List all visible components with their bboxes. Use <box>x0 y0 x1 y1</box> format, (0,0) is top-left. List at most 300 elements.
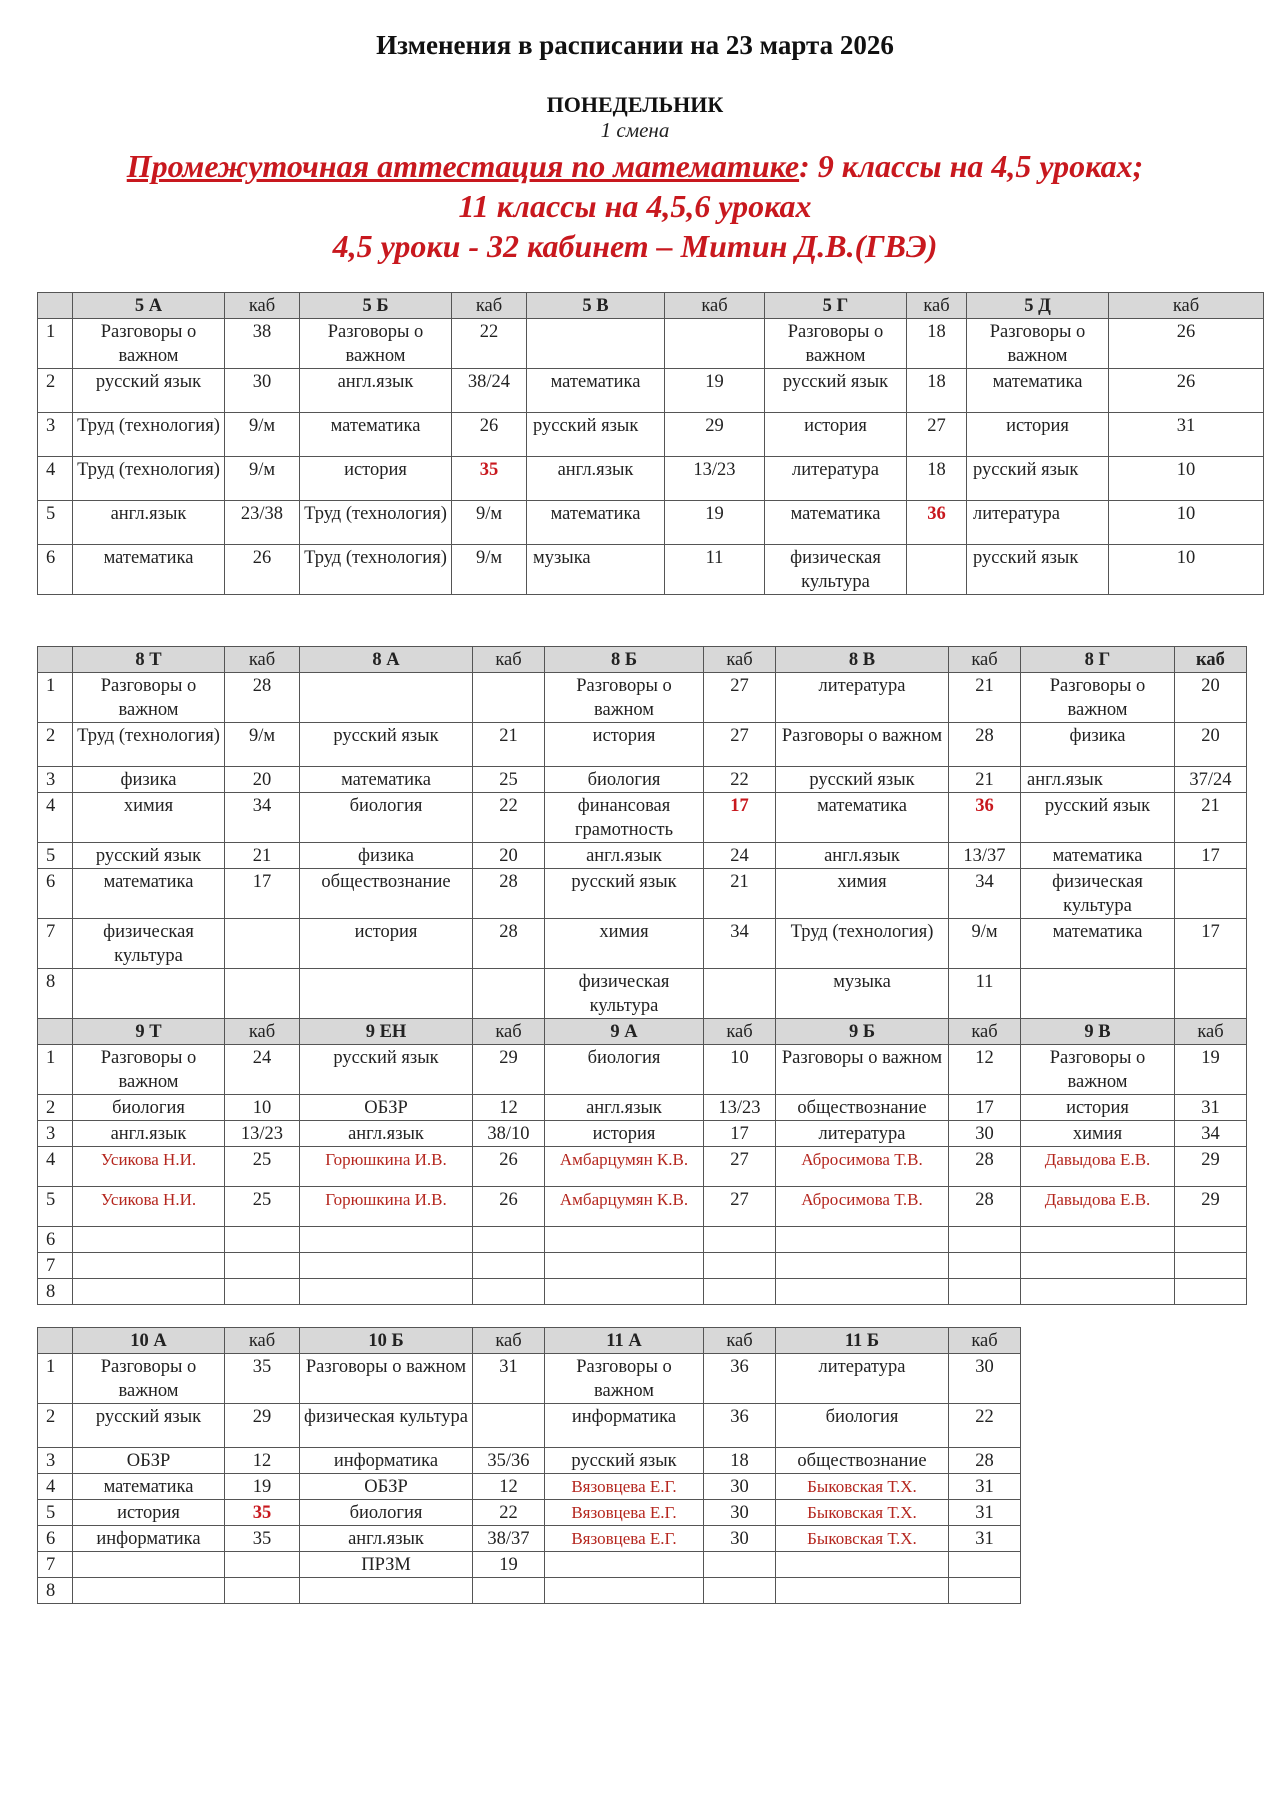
lesson-row <box>38 1279 1247 1305</box>
header-corner <box>38 1019 73 1045</box>
subject-cell: Разговоры о важном <box>545 1354 704 1404</box>
room-cell: 9/м <box>452 545 527 595</box>
subject-cell: Усикова Н.И. <box>73 1187 225 1227</box>
subject-cell <box>1021 1253 1175 1279</box>
room-cell <box>225 919 300 969</box>
notice-underlined: Промежуточная аттестация по математике <box>126 148 800 184</box>
lesson-number: 7 <box>38 1253 73 1279</box>
subject-cell: литература <box>776 1121 949 1147</box>
lesson-number: 5 <box>38 843 73 869</box>
subject-cell <box>776 1578 949 1604</box>
lesson-number: 4 <box>38 457 73 501</box>
lesson-row <box>38 919 1247 969</box>
subject-cell <box>776 1253 949 1279</box>
room-cell: 28 <box>473 919 545 969</box>
room-cell: 27 <box>704 673 776 723</box>
subject-cell: физическая культура <box>73 919 225 969</box>
subject-cell <box>1021 1279 1175 1305</box>
room-cell: 19 <box>665 369 765 413</box>
notice-rest: : 9 классы на 4,5 уроках; <box>799 148 1144 184</box>
subject-cell <box>300 673 473 723</box>
room-cell: 20 <box>473 843 545 869</box>
subject-cell: математика <box>765 501 907 545</box>
subject-cell: русский язык <box>73 1404 225 1448</box>
lesson-row <box>38 1448 1021 1474</box>
lesson-row <box>38 1253 1247 1279</box>
subject-cell: Амбарцумян К.В. <box>545 1147 704 1187</box>
subject-cell <box>545 1253 704 1279</box>
room-cell: 29 <box>473 1045 545 1095</box>
lesson-number: 3 <box>38 1448 73 1474</box>
lesson-row <box>38 1526 1021 1552</box>
room-cell: 28 <box>949 1448 1021 1474</box>
room-cell: 9/м <box>225 413 300 457</box>
room-cell: 34 <box>225 793 300 843</box>
room-column-header: каб <box>1109 293 1264 319</box>
room-cell: 34 <box>1175 1121 1247 1147</box>
room-cell <box>1175 1279 1247 1305</box>
subject-cell: литература <box>776 673 949 723</box>
room-cell: 17 <box>1175 919 1247 969</box>
subject-cell: русский язык <box>765 369 907 413</box>
room-cell: 36 <box>949 793 1021 843</box>
room-cell: 9/м <box>225 457 300 501</box>
subject-cell: обществознание <box>300 869 473 919</box>
room-cell: 12 <box>473 1095 545 1121</box>
room-cell <box>473 1404 545 1448</box>
room-column-header: каб <box>225 1019 300 1045</box>
room-cell: 24 <box>225 1045 300 1095</box>
room-cell: 36 <box>704 1404 776 1448</box>
subject-cell: Вязовцева Е.Г. <box>545 1500 704 1526</box>
subject-cell: история <box>300 919 473 969</box>
room-cell: 22 <box>704 767 776 793</box>
lesson-row <box>38 319 1264 369</box>
subject-cell: Вязовцева Е.Г. <box>545 1474 704 1500</box>
subject-cell <box>1021 969 1175 1019</box>
room-cell: 12 <box>949 1045 1021 1095</box>
subject-cell: русский язык <box>1021 793 1175 843</box>
subject-cell: русский язык <box>73 369 225 413</box>
room-cell: 28 <box>225 673 300 723</box>
room-cell: 20 <box>1175 723 1247 767</box>
subject-cell: русский язык <box>967 545 1109 595</box>
subject-cell: математика <box>73 545 225 595</box>
subject-cell: литература <box>967 501 1109 545</box>
class-column-header: 11 Б <box>776 1328 949 1354</box>
class-column-header: 8 Г <box>1021 647 1175 673</box>
subject-cell: Горюшкина И.В. <box>300 1187 473 1227</box>
subject-cell: Труд (технология) <box>73 723 225 767</box>
room-cell: 26 <box>1109 369 1264 413</box>
subject-cell: физическая культура <box>545 969 704 1019</box>
room-cell <box>704 969 776 1019</box>
room-column-header: каб <box>665 293 765 319</box>
room-cell: 9/м <box>949 919 1021 969</box>
room-cell: 19 <box>665 501 765 545</box>
room-cell <box>1175 969 1247 1019</box>
header-row <box>38 647 1247 673</box>
schedule-table-10-11 <box>37 1327 1021 1604</box>
subject-cell: физика <box>1021 723 1175 767</box>
header-row <box>38 1019 1247 1045</box>
room-cell: 11 <box>949 969 1021 1019</box>
lesson-number: 6 <box>38 1526 73 1552</box>
subject-cell <box>73 969 225 1019</box>
subject-cell: русский язык <box>545 1448 704 1474</box>
room-cell: 12 <box>473 1474 545 1500</box>
room-column-header: каб <box>225 647 300 673</box>
subject-cell <box>300 969 473 1019</box>
room-column-header: каб <box>473 1328 545 1354</box>
room-cell: 36 <box>907 501 967 545</box>
subject-cell: Разговоры о важном <box>1021 673 1175 723</box>
class-column-header: 9 А <box>545 1019 704 1045</box>
lesson-row <box>38 1187 1247 1227</box>
subject-cell: Разговоры о важном <box>967 319 1109 369</box>
subject-cell: русский язык <box>73 843 225 869</box>
room-cell: 21 <box>949 767 1021 793</box>
page-title: Изменения в расписании на 23 марта 2026 <box>376 30 894 60</box>
room-cell: 13/37 <box>949 843 1021 869</box>
subject-cell: русский язык <box>300 1045 473 1095</box>
class-column-header: 11 А <box>545 1328 704 1354</box>
lesson-row <box>38 843 1247 869</box>
subject-cell: англ.язык <box>73 1121 225 1147</box>
subject-cell: математика <box>73 869 225 919</box>
room-cell: 17 <box>704 1121 776 1147</box>
subject-cell <box>300 1578 473 1604</box>
subject-cell <box>776 1279 949 1305</box>
room-cell: 30 <box>704 1526 776 1552</box>
room-cell: 25 <box>225 1147 300 1187</box>
header-corner <box>38 293 73 319</box>
room-cell: 29 <box>225 1404 300 1448</box>
lesson-number: 8 <box>38 969 73 1019</box>
lesson-number: 1 <box>38 319 73 369</box>
room-cell: 18 <box>907 369 967 413</box>
subject-cell: финансовая грамотность <box>545 793 704 843</box>
room-cell: 9/м <box>452 501 527 545</box>
room-cell: 30 <box>225 369 300 413</box>
lesson-row <box>38 1147 1247 1187</box>
lesson-row <box>38 545 1264 595</box>
subject-cell: математика <box>1021 843 1175 869</box>
subject-cell: русский язык <box>300 723 473 767</box>
class-column-header: 5 Г <box>765 293 907 319</box>
class-column-header: 8 Т <box>73 647 225 673</box>
subject-cell: Быковская Т.Х. <box>776 1500 949 1526</box>
lesson-row <box>38 413 1264 457</box>
header-corner <box>38 647 73 673</box>
room-cell <box>665 319 765 369</box>
room-cell: 38 <box>225 319 300 369</box>
lesson-row <box>38 723 1247 767</box>
subject-cell: обществознание <box>776 1448 949 1474</box>
room-cell: 28 <box>473 869 545 919</box>
room-cell: 25 <box>225 1187 300 1227</box>
room-cell: 34 <box>949 869 1021 919</box>
room-cell <box>473 1253 545 1279</box>
lesson-number: 2 <box>38 1095 73 1121</box>
subject-cell: информатика <box>545 1404 704 1448</box>
subject-cell: биология <box>300 793 473 843</box>
lesson-row <box>38 457 1264 501</box>
subject-cell: англ.язык <box>300 1121 473 1147</box>
subject-cell: математика <box>967 369 1109 413</box>
subject-cell: музыка <box>527 545 665 595</box>
subject-cell <box>545 1552 704 1578</box>
subject-cell: англ.язык <box>300 369 452 413</box>
room-cell: 28 <box>949 723 1021 767</box>
room-cell: 10 <box>1109 457 1264 501</box>
lesson-row <box>38 673 1247 723</box>
lesson-row <box>38 501 1264 545</box>
subject-cell: физическая культура <box>300 1404 473 1448</box>
subject-cell: Разговоры о важном <box>73 1354 225 1404</box>
room-cell: 28 <box>949 1147 1021 1187</box>
class-column-header: 5 Д <box>967 293 1109 319</box>
subject-cell: математика <box>527 501 665 545</box>
room-column-header: каб <box>704 1328 776 1354</box>
room-cell: 27 <box>704 1147 776 1187</box>
subject-cell: русский язык <box>967 457 1109 501</box>
room-cell: 20 <box>1175 673 1247 723</box>
room-cell: 27 <box>907 413 967 457</box>
room-column-header: каб <box>225 293 300 319</box>
room-cell: 22 <box>452 319 527 369</box>
subject-cell: Разговоры о важном <box>545 673 704 723</box>
lesson-number: 7 <box>38 1552 73 1578</box>
subject-cell: Разговоры о важном <box>1021 1045 1175 1095</box>
room-cell <box>225 969 300 1019</box>
subject-cell: ОБЗР <box>300 1095 473 1121</box>
lesson-row <box>38 793 1247 843</box>
lesson-row <box>38 767 1247 793</box>
room-cell: 10 <box>704 1045 776 1095</box>
room-cell <box>949 1578 1021 1604</box>
room-cell: 21 <box>704 869 776 919</box>
lesson-number: 5 <box>38 501 73 545</box>
room-cell <box>949 1227 1021 1253</box>
subject-cell: Усикова Н.И. <box>73 1147 225 1187</box>
subject-cell: Труд (технология) <box>300 501 452 545</box>
notice-line-3: 4,5 уроки - 32 кабинет – Митин Д.В.(ГВЭ) <box>332 228 938 264</box>
subject-cell: Разговоры о важном <box>73 1045 225 1095</box>
subject-cell: Труд (технология) <box>73 413 225 457</box>
subject-cell: ОБЗР <box>300 1474 473 1500</box>
room-cell <box>473 969 545 1019</box>
shift-label: 1 смена <box>600 118 670 142</box>
lesson-number: 4 <box>38 1474 73 1500</box>
subject-cell <box>1021 1227 1175 1253</box>
room-cell: 13/23 <box>665 457 765 501</box>
subject-cell: Быковская Т.Х. <box>776 1526 949 1552</box>
room-cell: 20 <box>225 767 300 793</box>
room-cell: 34 <box>704 919 776 969</box>
subject-cell: физика <box>300 843 473 869</box>
lesson-row <box>38 1354 1021 1404</box>
lesson-row <box>38 1474 1021 1500</box>
subject-cell: англ.язык <box>300 1526 473 1552</box>
lesson-number: 8 <box>38 1578 73 1604</box>
subject-cell: Разговоры о важном <box>73 673 225 723</box>
room-cell: 24 <box>704 843 776 869</box>
subject-cell: математика <box>73 1474 225 1500</box>
subject-cell: биология <box>545 767 704 793</box>
room-cell: 26 <box>452 413 527 457</box>
room-cell <box>225 1279 300 1305</box>
class-column-header: 8 Б <box>545 647 704 673</box>
room-cell <box>704 1578 776 1604</box>
room-cell <box>907 545 967 595</box>
lesson-number: 5 <box>38 1500 73 1526</box>
room-cell: 22 <box>473 793 545 843</box>
room-cell: 35/36 <box>473 1448 545 1474</box>
lesson-number: 6 <box>38 869 73 919</box>
subject-cell: информатика <box>73 1526 225 1552</box>
notice-line-1 <box>0 148 1270 185</box>
subject-cell: химия <box>73 793 225 843</box>
room-cell: 30 <box>704 1474 776 1500</box>
room-cell: 10 <box>1109 545 1264 595</box>
lesson-number: 5 <box>38 1187 73 1227</box>
subject-cell: история <box>967 413 1109 457</box>
room-cell: 17 <box>1175 843 1247 869</box>
room-cell <box>225 1578 300 1604</box>
room-cell: 10 <box>1109 501 1264 545</box>
room-cell: 31 <box>949 1474 1021 1500</box>
room-cell <box>704 1253 776 1279</box>
subject-cell: литература <box>765 457 907 501</box>
subject-cell: музыка <box>776 969 949 1019</box>
subject-cell: история <box>765 413 907 457</box>
lesson-number: 3 <box>38 767 73 793</box>
subject-cell <box>545 1279 704 1305</box>
header-row <box>38 293 1264 319</box>
lesson-number: 1 <box>38 1354 73 1404</box>
room-cell: 12 <box>225 1448 300 1474</box>
room-cell: 18 <box>704 1448 776 1474</box>
class-column-header: 9 В <box>1021 1019 1175 1045</box>
subject-cell: физическая культура <box>1021 869 1175 919</box>
subject-cell: история <box>545 1121 704 1147</box>
room-cell: 31 <box>949 1500 1021 1526</box>
room-column-header: каб <box>473 1019 545 1045</box>
room-cell: 30 <box>949 1121 1021 1147</box>
room-cell: 37/24 <box>1175 767 1247 793</box>
room-cell: 26 <box>225 545 300 595</box>
room-cell <box>1175 1227 1247 1253</box>
room-cell: 31 <box>1175 1095 1247 1121</box>
subject-cell: математика <box>776 793 949 843</box>
lesson-row <box>38 869 1247 919</box>
room-cell: 29 <box>1175 1147 1247 1187</box>
room-cell: 28 <box>949 1187 1021 1227</box>
day-heading: ПОНЕДЕЛЬНИК <box>546 92 724 117</box>
subject-cell: химия <box>776 869 949 919</box>
subject-cell <box>776 1552 949 1578</box>
room-cell: 31 <box>1109 413 1264 457</box>
room-cell: 13/23 <box>225 1121 300 1147</box>
subject-cell: Амбарцумян К.В. <box>545 1187 704 1227</box>
subject-cell: физика <box>73 767 225 793</box>
lesson-number: 2 <box>38 723 73 767</box>
subject-cell <box>300 1279 473 1305</box>
room-column-header: каб <box>949 647 1021 673</box>
room-cell: 17 <box>704 793 776 843</box>
subject-cell: Труд (технология) <box>300 545 452 595</box>
room-column-header: каб <box>704 1019 776 1045</box>
subject-cell <box>527 319 665 369</box>
subject-cell <box>545 1227 704 1253</box>
room-cell: 9/м <box>225 723 300 767</box>
lesson-number: 4 <box>38 1147 73 1187</box>
subject-cell: биология <box>545 1045 704 1095</box>
subject-cell: Давыдова Е.В. <box>1021 1147 1175 1187</box>
subject-cell: Труд (технология) <box>776 919 949 969</box>
lesson-number: 3 <box>38 1121 73 1147</box>
subject-cell <box>73 1578 225 1604</box>
subject-cell: математика <box>300 767 473 793</box>
subject-cell: Давыдова Е.В. <box>1021 1187 1175 1227</box>
subject-cell: русский язык <box>776 767 949 793</box>
room-column-header: каб <box>225 1328 300 1354</box>
subject-cell: химия <box>1021 1121 1175 1147</box>
subject-cell: Быковская Т.Х. <box>776 1474 949 1500</box>
room-cell: 38/24 <box>452 369 527 413</box>
subject-cell <box>776 1227 949 1253</box>
room-cell: 22 <box>473 1500 545 1526</box>
lesson-number: 3 <box>38 413 73 457</box>
class-column-header: 8 А <box>300 647 473 673</box>
schedule-table-8-9 <box>37 646 1247 1305</box>
room-cell: 18 <box>907 319 967 369</box>
subject-cell <box>73 1253 225 1279</box>
subject-cell: Разговоры о важном <box>73 319 225 369</box>
room-cell <box>704 1552 776 1578</box>
subject-cell: Вязовцева Е.Г. <box>545 1526 704 1552</box>
subject-cell: Абросимова Т.В. <box>776 1187 949 1227</box>
room-cell <box>473 1279 545 1305</box>
room-cell <box>473 673 545 723</box>
subject-cell <box>73 1279 225 1305</box>
subject-cell: англ.язык <box>527 457 665 501</box>
room-cell: 21 <box>473 723 545 767</box>
room-cell: 11 <box>665 545 765 595</box>
subject-cell: Разговоры о важном <box>776 723 949 767</box>
subject-cell: англ.язык <box>545 843 704 869</box>
room-cell <box>1175 869 1247 919</box>
room-cell: 21 <box>949 673 1021 723</box>
room-column-header: каб <box>907 293 967 319</box>
lesson-row <box>38 1227 1247 1253</box>
room-cell: 25 <box>473 767 545 793</box>
lesson-number: 8 <box>38 1279 73 1305</box>
room-cell: 27 <box>704 723 776 767</box>
subject-cell: Труд (технология) <box>73 457 225 501</box>
room-cell: 19 <box>225 1474 300 1500</box>
lesson-number: 1 <box>38 1045 73 1095</box>
subject-cell: информатика <box>300 1448 473 1474</box>
room-cell <box>225 1253 300 1279</box>
room-column-header: каб <box>949 1019 1021 1045</box>
class-column-header: 10 А <box>73 1328 225 1354</box>
room-column-header: каб <box>1175 1019 1247 1045</box>
room-cell: 21 <box>225 843 300 869</box>
room-cell: 35 <box>452 457 527 501</box>
class-column-header: 10 Б <box>300 1328 473 1354</box>
